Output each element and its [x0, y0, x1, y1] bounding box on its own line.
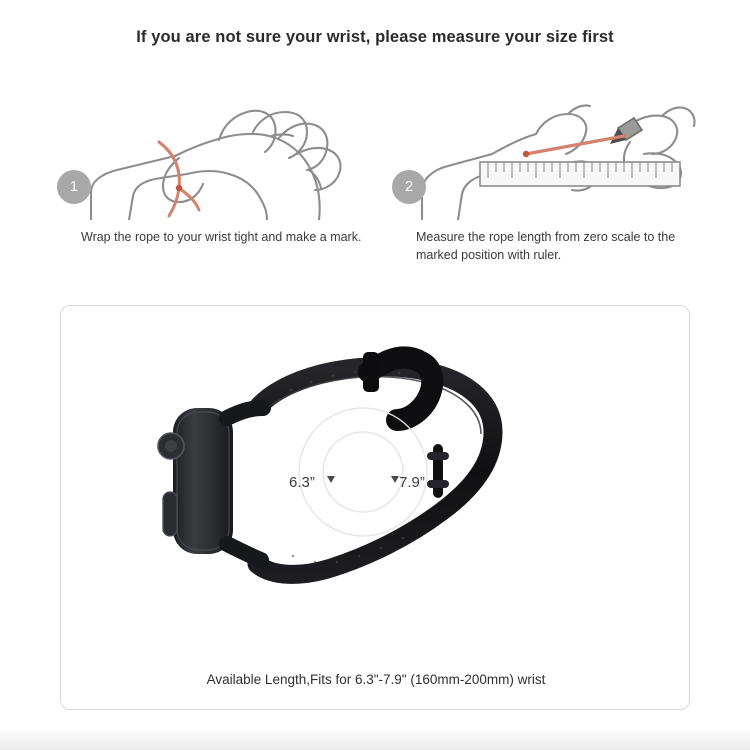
measure-step-2: [390, 70, 720, 270]
step-number-badge-1: 1: [57, 170, 91, 204]
step-caption-1: Wrap the rope to your wrist tight and make a mark.: [81, 230, 362, 244]
step-number-badge-2: 2: [392, 170, 426, 204]
available-length-caption: Available Length,Fits for 6.3"-7.9" (160mm-200mm) wrist: [206, 672, 546, 687]
hand-wrist-rope-illustration: [83, 70, 383, 220]
measure-steps: [0, 70, 750, 270]
measure-step-1: [55, 70, 385, 270]
hand-ruler-rope-illustration: [418, 70, 718, 220]
bottom-shadow-strip: [0, 728, 750, 750]
size-min-label: 6.3”: [289, 474, 315, 491]
step-caption-2: Measure the rope length from zero scale to the marked position with ruler.: [416, 230, 676, 262]
page-title: If you are not sure your wrist, please measure your size first: [136, 28, 614, 46]
product-size-panel: [60, 305, 690, 710]
watch-with-leather-band-illustration: [141, 324, 611, 634]
size-max-label: 7.9”: [399, 474, 425, 491]
